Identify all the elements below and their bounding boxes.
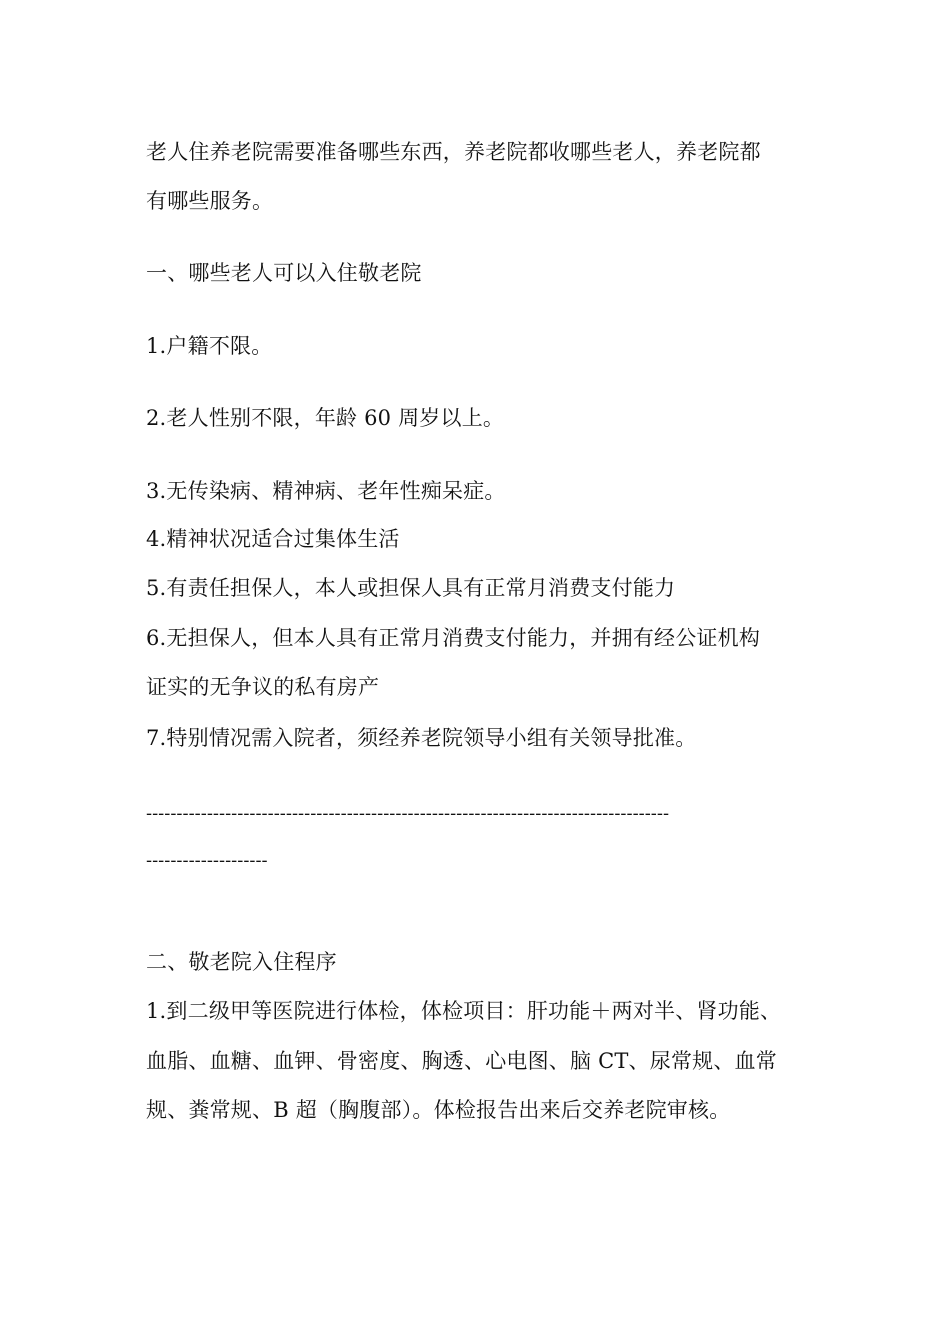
section-1-heading: 一、哪些老人可以入住敬老院	[146, 261, 422, 285]
section-2-item-1-line-1: 1.到二级甲等医院进行体检，体检项目：肝功能＋两对半、肾功能、	[146, 999, 782, 1023]
intro-text-line-1: 老人住养老院需要准备哪些东西，养老院都收哪些老人，养老院都	[146, 140, 761, 164]
divider-line-1: --------------------------------------------------------------------------------------	[146, 803, 670, 824]
section-1-item-6: 6.无担保人，但本人具有正常月消费支付能力，并拥有经公证机构	[146, 626, 761, 650]
section-2-item-1-line-3: 规、粪常规、B 超（胸腹部）。体检报告出来后交养老院审核。	[146, 1098, 731, 1122]
section-1-item-1: 1.户籍不限。	[146, 334, 273, 358]
divider-line-2: --------------------	[146, 850, 268, 871]
section-1-item-2: 2.老人性别不限，年龄 60 周岁以上。	[146, 406, 505, 430]
intro-text-line-2: 有哪些服务。	[146, 189, 274, 213]
section-1-item-3: 3.无传染病、精神病、老年性痴呆症。	[146, 479, 506, 503]
section-1-item-4: 4.精神状况适合过集体生活	[146, 527, 400, 551]
section-1-item-7: 7.特别情况需入院者，须经养老院领导小组有关领导批准。	[146, 726, 697, 750]
section-2-heading: 二、敬老院入住程序	[146, 950, 337, 974]
section-2-item-1-line-2: 血脂、血糖、血钾、骨密度、胸透、心电图、脑 CT、尿常规、血常	[146, 1049, 777, 1073]
section-1-item-5: 5.有责任担保人，本人或担保人具有正常月消费支付能力	[146, 576, 676, 600]
section-1-item-6-continued: 证实的无争议的私有房产	[146, 675, 380, 699]
